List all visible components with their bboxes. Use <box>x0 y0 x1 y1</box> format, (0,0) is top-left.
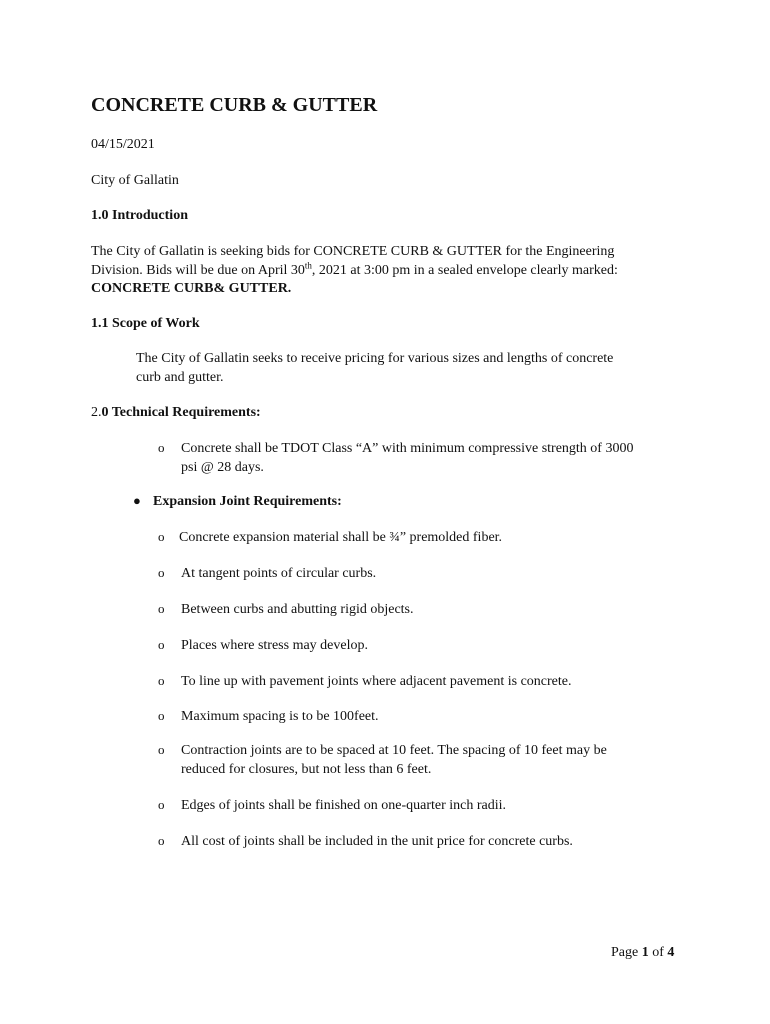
list-item: At tangent points of circular curbs. <box>181 566 377 581</box>
section-1-1-heading: 1.1 Scope of Work <box>91 316 200 331</box>
list-item: Between curbs and abutting rigid objects. <box>181 602 414 617</box>
of-label: of <box>648 945 668 960</box>
organization-name: City of Gallatin <box>91 173 179 188</box>
page-label: Page <box>611 945 642 960</box>
tech-item-line-2: psi @ 28 days. <box>181 460 264 475</box>
contraction-line-2: reduced for closures, but not less than 6 feet. <box>181 762 432 777</box>
expansion-heading: Expansion Joint Requirements: <box>153 494 342 509</box>
list-bullet-circle: o <box>158 565 165 580</box>
document-title: CONCRETE CURB & GUTTER <box>91 94 378 116</box>
list-bullet-circle: o <box>158 529 165 544</box>
contraction-line-1: Contraction joints are to be spaced at 10 feet. The spacing of 10 feet may be <box>181 743 607 758</box>
list-bullet-circle: o <box>158 601 165 616</box>
list-bullet-circle: o <box>158 833 165 848</box>
list-bullet-circle: o <box>158 673 165 688</box>
list-bullet-circle: o <box>158 637 165 652</box>
list-item: Maximum spacing is to be 100feet. <box>181 709 379 724</box>
section-1-heading: 1.0 Introduction <box>91 208 188 223</box>
list-item: Edges of joints shall be finished on one-quarter inch radii. <box>181 798 507 813</box>
list-item: Places where stress may develop. <box>181 638 368 653</box>
intro-line-3: CONCRETE CURB& GUTTER. <box>91 281 292 296</box>
intro-line-1: The City of Gallatin is seeking bids for CONCRETE CURB & GUTTER for the Engineering <box>91 244 615 259</box>
section-2-heading <box>91 403 261 422</box>
intro-line-2-text: Division. Bids will be due on April 30 <box>91 263 305 278</box>
intro-line-2 <box>91 261 618 280</box>
intro-line-2-rest: , 2021 at 3:00 pm in a sealed envelope clearly marked: <box>311 263 618 278</box>
section-2-title: 0 Technical Requirements: <box>101 405 261 420</box>
scope-line-2: curb and gutter. <box>136 370 224 385</box>
list-bullet-circle: o <box>158 708 165 723</box>
list-bullet-circle: o <box>158 440 165 455</box>
list-item: To line up with pavement joints where adjacent pavement is concrete. <box>181 674 572 689</box>
list-item: All cost of joints shall be included in the unit price for concrete curbs. <box>181 834 573 849</box>
page-number: 1 <box>641 945 649 960</box>
scope-line-1: The City of Gallatin seeks to receive pricing for various sizes and lengths of concrete <box>136 351 614 366</box>
list-bullet-circle: o <box>158 742 165 757</box>
page-total: 4 <box>667 945 675 960</box>
section-2-number: 2. <box>91 405 102 420</box>
document-date: 04/15/2021 <box>91 137 155 152</box>
page-footer <box>611 943 674 962</box>
list-item: Concrete expansion material shall be ¾” premolded fiber. <box>179 530 503 545</box>
list-bullet-dot: ● <box>133 493 141 508</box>
list-bullet-circle: o <box>158 797 165 812</box>
ordinal-suffix: th <box>304 260 312 271</box>
tech-item-line-1: Concrete shall be TDOT Class “A” with minimum compressive strength of 3000 <box>181 441 634 456</box>
